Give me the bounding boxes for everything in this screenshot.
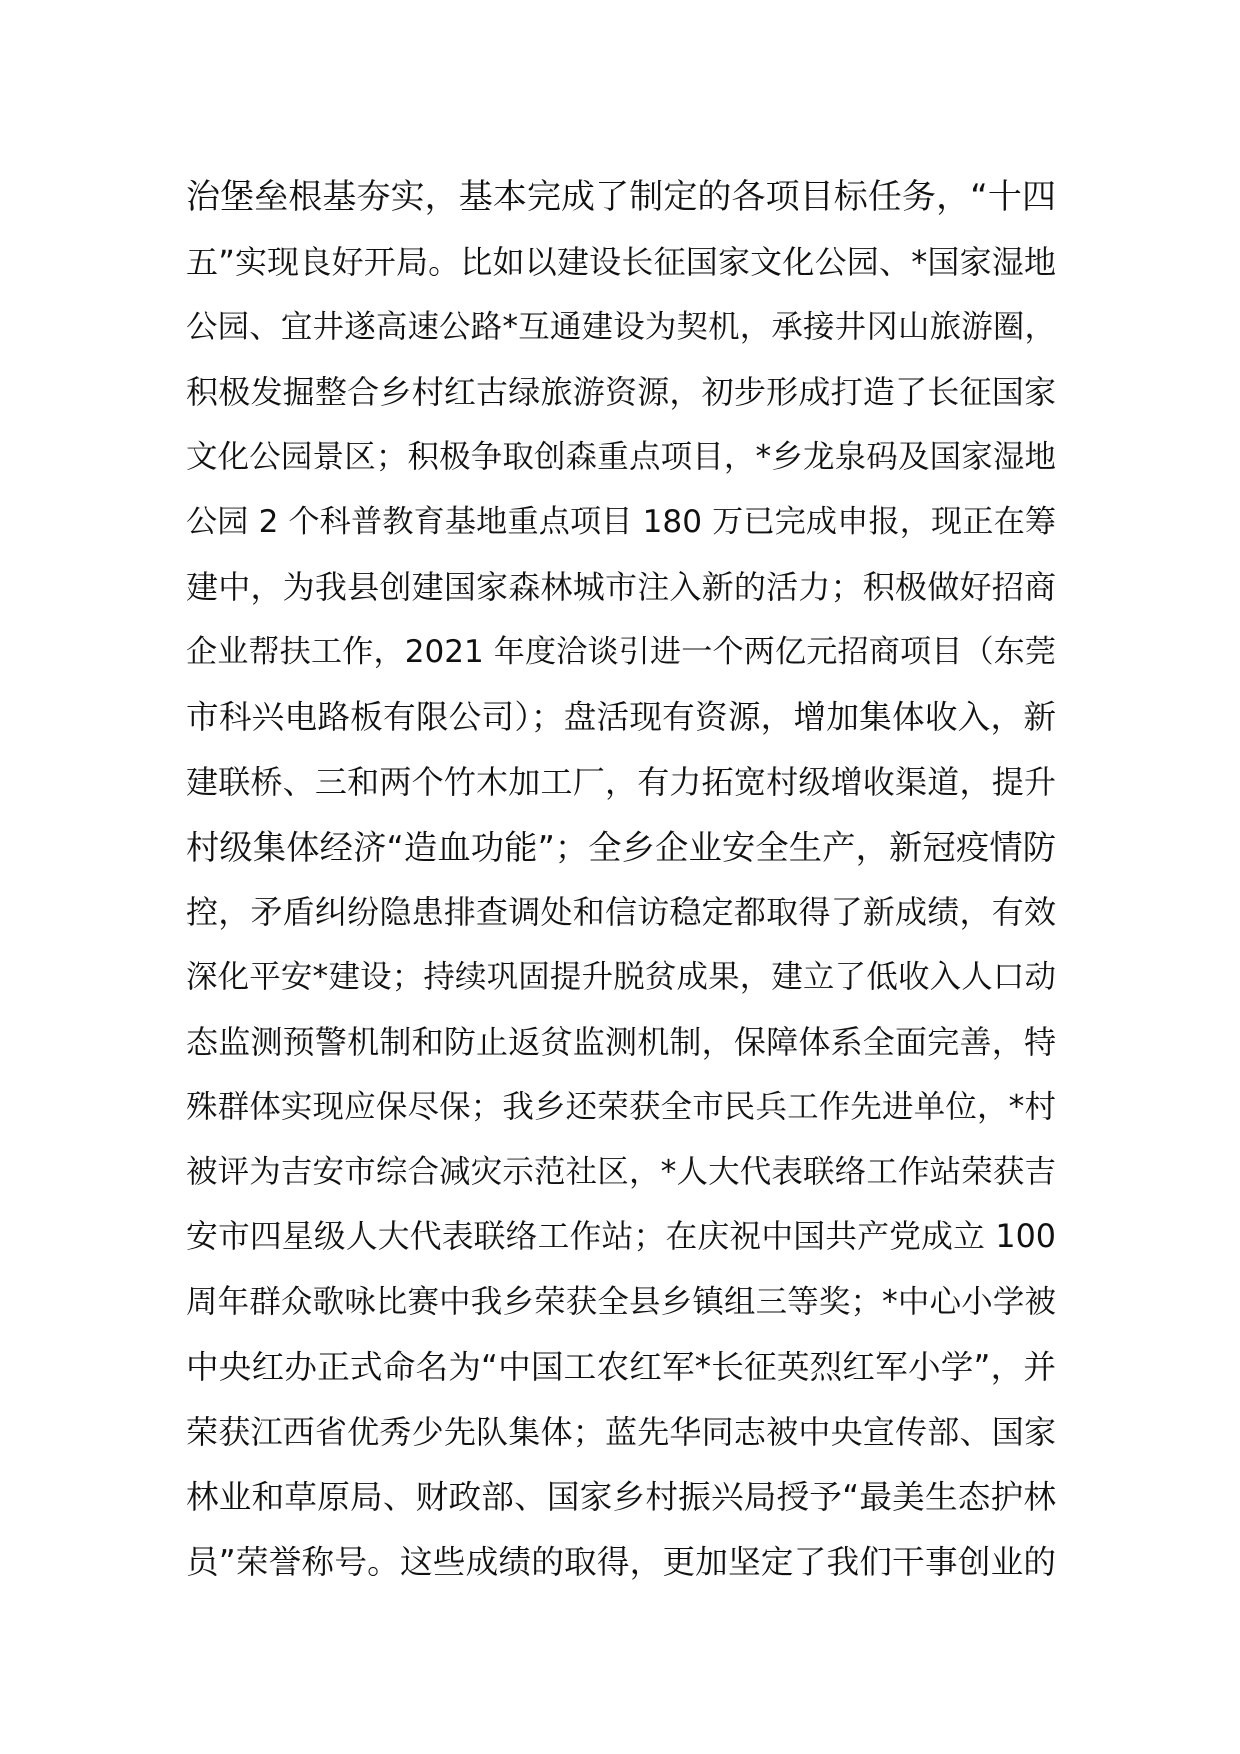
text-line: 市科兴电路板有限公司）；盘活现有资源，增加集体收入，新 <box>186 698 1056 736</box>
text-line: 建联桥、三和两个竹木加工厂，有力拓宽村级增收渠道，提升 <box>186 763 1056 801</box>
text-line: 公园、宜井遂高速公路*互通建设为契机，承接井冈山旅游圈， <box>186 309 1056 345</box>
text-line: 林业和草原局、财政部、国家乡村振兴局授予“最美生态护林 <box>186 1478 1056 1516</box>
text-line: 积极发掘整合乡村红古绿旅游资源，初步形成打造了长征国家 <box>186 373 1056 411</box>
text-line: 态监测预警机制和防止返贫监测机制，保障体系全面完善，特 <box>186 1023 1056 1061</box>
text-line: 被评为吉安市综合减灾示范社区，*人大代表联络工作站荣获吉 <box>186 1154 1056 1190</box>
text-line: 企业帮扶工作，2021 年度洽谈引进一个两亿元招商项目（东莞 <box>186 634 1056 670</box>
text-line: 控，矛盾纠纷隐患排查调处和信访稳定都取得了新成绩，有效 <box>186 893 1056 931</box>
text-line: 治堡垒根基夯实，基本完成了制定的各项目标任务，“十四 <box>186 177 1056 217</box>
text-line: 深化平安*建设；持续巩固提升脱贫成果，建立了低收入人口动 <box>186 959 1056 995</box>
text-line: 公园 2 个科普教育基地重点项目 180 万已完成申报，现正在筹 <box>186 504 1056 540</box>
text-line: 建中，为我县创建国家森林城市注入新的活力；积极做好招商 <box>186 568 1056 606</box>
text-line: 村级集体经济“造血功能”；全乡企业安全生产，新冠疫情防 <box>186 828 1056 867</box>
text-line: 员”荣誉称号。这些成绩的取得，更加坚定了我们干事创业的 <box>186 1543 1056 1581</box>
text-line: 五”实现良好开局。比如以建设长征国家文化公园、*国家湿地 <box>186 243 1056 281</box>
text-line: 周年群众歌咏比赛中我乡荣获全县乡镇组三等奖；*中心小学被 <box>186 1284 1056 1320</box>
text-line: 殊群体实现应保尽保；我乡还荣获全市民兵工作先进单位，*村 <box>186 1089 1056 1125</box>
text-line: 中央红办正式命名为“中国工农红军*长征英烈红军小学”，并 <box>186 1348 1056 1386</box>
body-paragraph <box>186 165 1056 1595</box>
text-line: 安市四星级人大代表联络工作站；在庆祝中国共产党成立 100 <box>186 1219 1056 1255</box>
text-line: 荣获江西省优秀少先队集体；蓝先华同志被中央宣传部、国家 <box>186 1413 1056 1451</box>
text-line: 文化公园景区；积极争取创森重点项目，*乡龙泉码及国家湿地 <box>186 439 1056 475</box>
